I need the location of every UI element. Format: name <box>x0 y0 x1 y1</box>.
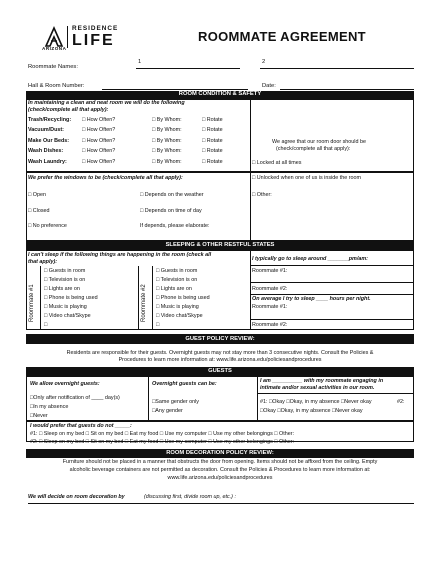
window-time-checkbox[interactable]: □ Depends on time of day <box>140 208 202 214</box>
how-often-checkbox[interactable]: □ How Often? <box>82 138 116 144</box>
roommate-1-name-field[interactable] <box>136 68 240 69</box>
intimate-roommate-2-label: #2: <box>397 399 405 405</box>
roommate-1-label-rule <box>40 266 41 330</box>
list-item[interactable]: □ <box>156 322 160 328</box>
chore-name: Wash Dishes: <box>28 148 64 154</box>
windows-box <box>26 172 414 241</box>
roommate-2-label-rule <box>152 266 153 330</box>
rotate-checkbox[interactable]: □ Rotate <box>202 159 223 165</box>
decoration-decide-hint: (discussing first, divide room up, etc.) : <box>144 494 236 500</box>
how-often-checkbox[interactable]: □ How Often? <box>82 117 116 123</box>
intimate-question-1: I am __________ with my roommate engaging in <box>260 378 384 384</box>
list-item[interactable]: □ Television is on <box>44 277 86 283</box>
roommate-2-number: 2 <box>262 59 266 65</box>
guest-policy-text-2: Procedures to learn more information at: www.life.arizona.edu/policiesandprocedures <box>118 357 322 363</box>
rotate-checkbox[interactable]: □ Rotate <box>202 138 223 144</box>
roommate-split-rule <box>138 266 139 330</box>
sleep-rule-3 <box>250 294 414 295</box>
sleep-rule-4 <box>250 319 414 320</box>
intimate-roommate-2-options[interactable]: □Okay □Okay, in my absence □Never okay <box>260 408 363 414</box>
window-open-checkbox[interactable]: □ Open <box>28 192 46 198</box>
arizona-a-logo-icon <box>44 26 64 48</box>
cant-sleep-question-2: that apply): <box>28 259 58 265</box>
guest-restrictions-question: I would prefer that guests do not _____: <box>30 423 132 429</box>
list-item[interactable]: □ Guests in room <box>156 268 198 274</box>
hours-roommate-1[interactable]: Roommate #1: <box>252 304 288 310</box>
intimate-roommate-1-options[interactable]: #1: □Okay □Okay, in my absence □Never okay <box>260 399 372 405</box>
logo-divider <box>67 26 68 48</box>
rotate-checkbox[interactable]: □ Rotate <box>202 127 223 133</box>
guest-absence-checkbox[interactable]: □In my absence <box>30 404 69 410</box>
window-weather-checkbox[interactable]: □ Depends on the weather <box>140 192 204 198</box>
cant-sleep-question-1: I can't sleep if the following things are happening in the room (check all <box>28 252 212 258</box>
bedtime-roommate-2[interactable]: Roommate #2: <box>252 286 288 292</box>
guests-divider-1 <box>148 376 149 421</box>
bedtime-roommate-1[interactable]: Roommate #1: <box>252 268 288 274</box>
guests-can-be-label: Overnight guests can be: <box>152 381 217 387</box>
how-often-checkbox[interactable]: □ How Often? <box>82 148 116 154</box>
list-item[interactable]: □ Television is on <box>156 277 198 283</box>
hours-roommate-2[interactable]: Roommate #2: <box>252 322 288 328</box>
logo-residence-text: RESIDENCE <box>72 25 119 32</box>
chore-name: Trash/Recycling: <box>28 117 72 123</box>
window-no-preference-checkbox[interactable]: □ No preference <box>28 223 67 229</box>
intimate-rule <box>257 393 414 394</box>
logo-life-text: LIFE <box>72 32 115 49</box>
guest-restrictions-roommate-2[interactable]: #2: □ Sleep on my bed □ Sit on my bed □ Eat my food □ Use my computer □ Use my other belongings □ Other: <box>30 439 295 445</box>
list-item[interactable]: □ Lights are on <box>156 286 192 292</box>
windows-question: We prefer the windows to be (check/complete all that apply): <box>28 175 183 181</box>
door-other-checkbox[interactable]: □ Other: <box>252 192 272 198</box>
decoration-header: ROOM DECORATION POLICY REVIEW: <box>26 449 414 458</box>
roommate-names-label: Roommate Names: <box>28 64 78 70</box>
guest-never-checkbox[interactable]: □Never <box>30 413 48 419</box>
door-unlocked-checkbox[interactable]: □ Unlocked when one of us is inside the room <box>252 175 362 181</box>
by-whom-checkbox[interactable]: □ By Whom: <box>152 138 182 144</box>
sleep-rule-1 <box>250 265 414 266</box>
by-whom-checkbox[interactable]: □ By Whom: <box>152 159 182 165</box>
guests-divider-2 <box>257 376 258 421</box>
roommate-1-vertical-label: Roommate #1 <box>29 284 35 322</box>
rotate-checkbox[interactable]: □ Rotate <box>202 117 223 123</box>
by-whom-checkbox[interactable]: □ By Whom: <box>152 127 182 133</box>
sleep-rule-2 <box>250 282 414 283</box>
condition-intro-2: (check/complete all that apply): <box>28 107 109 113</box>
date-label: Date: <box>262 83 276 89</box>
door-prompt-2: (check/complete all that apply): <box>276 146 351 152</box>
condition-intro-1: In maintaining a clean and neat room we will do the following <box>28 100 185 106</box>
guest-policy-text-1: Residents are responsible for their guests. Overnight guests may not stay more than 3 consecutive nights. Consult the Policies & <box>66 350 374 356</box>
hall-room-label: Hall & Room Number: <box>28 83 85 89</box>
room-condition-header: ROOM CONDITION & SAFETY <box>26 91 414 99</box>
by-whom-checkbox[interactable]: □ By Whom: <box>152 148 182 154</box>
guest-policy-header: GUEST POLICY REVIEW: <box>26 334 414 344</box>
by-whom-checkbox[interactable]: □ By Whom: <box>152 117 182 123</box>
same-gender-checkbox[interactable]: □Same gender only <box>152 399 200 405</box>
guest-restrictions-roommate-1[interactable]: #1: □ Sleep on my bed □ Sit on my bed □ Eat my food □ Use my computer □ Use my other belongings □ Other: <box>30 431 295 437</box>
decoration-text-3: www.life.arizona.edu/policiesandprocedures <box>167 475 273 481</box>
page-title: ROOMMATE AGREEMENT <box>198 29 366 44</box>
sleeping-header: SLEEPING & OTHER RESTFUL STATES <box>26 241 414 250</box>
any-gender-checkbox[interactable]: □Any gender <box>152 408 183 414</box>
list-item[interactable]: □ Guests in room <box>44 268 86 274</box>
decoration-answer-field[interactable] <box>28 503 414 504</box>
how-often-checkbox[interactable]: □ How Often? <box>82 159 116 165</box>
door-prompt-1: We agree that our room door should be <box>272 139 366 145</box>
allow-guests-label: We allow overnight guests: <box>30 381 100 387</box>
date-field[interactable] <box>280 89 414 90</box>
list-item[interactable]: □ Video chat/Skype <box>156 313 203 319</box>
list-item[interactable]: □ Video chat/Skype <box>44 313 91 319</box>
guests-header: GUESTS <box>26 367 414 376</box>
decoration-decide-label: We will decide on room decoration by <box>28 494 125 500</box>
guest-notification-checkbox[interactable]: □Only after notification of ____ day(s) <box>30 395 120 401</box>
window-closed-checkbox[interactable]: □ Closed <box>28 208 50 214</box>
logo-arizona-text: ARIZONA <box>42 46 67 51</box>
decoration-text-2: alcoholic beverage containers are not permitted as decoration. Consult the Policies & Procedures to learn more information at: <box>69 467 371 473</box>
hall-room-field[interactable] <box>102 89 248 90</box>
sleeping-divider <box>250 250 251 330</box>
roommate-2-name-field[interactable] <box>260 68 414 69</box>
door-locked-checkbox[interactable]: □ Locked at all times <box>252 160 302 166</box>
list-item[interactable]: □ Music is playing <box>156 304 199 310</box>
list-item[interactable]: □ Phone is being used <box>156 295 210 301</box>
window-elaborate-label: If depends, please elaborate: <box>140 223 210 229</box>
chore-name: Make Our Beds: <box>28 138 70 144</box>
rotate-checkbox[interactable]: □ Rotate <box>202 148 223 154</box>
roommate-2-vertical-label: Roommate #2 <box>141 284 147 322</box>
list-item[interactable]: □ <box>44 322 48 328</box>
chore-name: Wash Laundry: <box>28 159 67 165</box>
chore-name: Vacuum/Dust: <box>28 127 64 133</box>
list-item[interactable]: □ Music is playing <box>44 304 87 310</box>
how-often-checkbox[interactable]: □ How Often? <box>82 127 116 133</box>
decoration-text-1: Furniture should not be placed in a manner that obstructs the door from opening. Items should not be affixed from the ceiling. Empty <box>62 459 378 465</box>
list-item[interactable]: □ Lights are on <box>44 286 80 292</box>
intimate-question-2: intimate and/or sexual activities in our room. <box>260 385 375 391</box>
list-item[interactable]: □ Phone is being used <box>44 295 98 301</box>
hours-question: On average I try to sleep ____ hours per night. <box>252 296 371 302</box>
bedtime-question: I typically go to sleep around _______pm/am: <box>252 256 368 262</box>
residence-life-logo <box>44 24 156 52</box>
roommate-1-number: 1 <box>138 59 142 65</box>
